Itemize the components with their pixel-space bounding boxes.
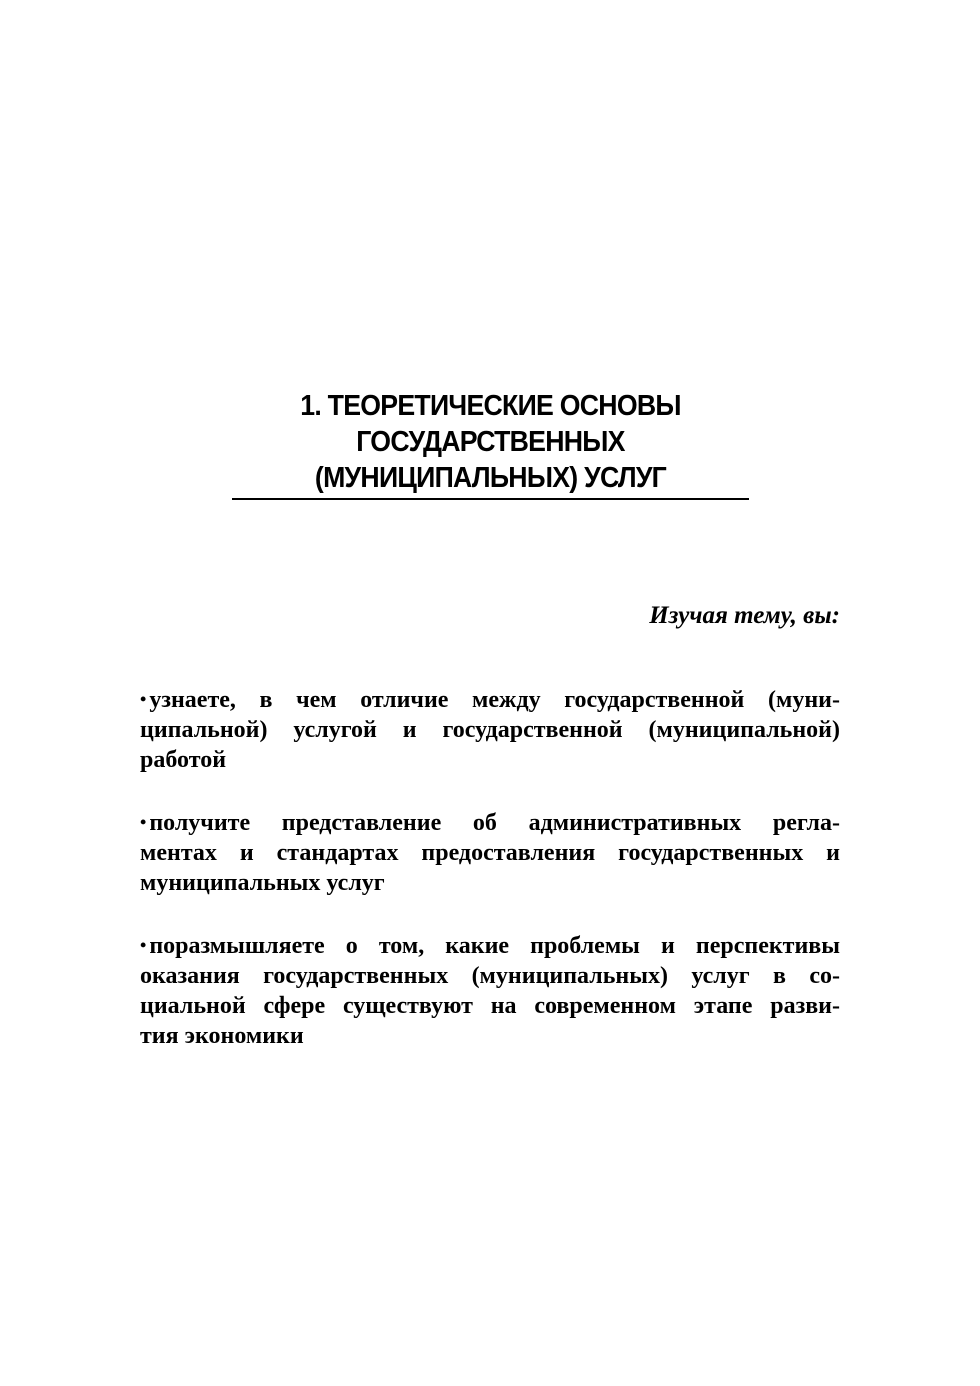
goal-item-1-text-1: узнаете, в чем отличие между государственной (муни- [149, 687, 840, 713]
goal-item-2-text-1: получите представление об административных регла- [149, 810, 840, 836]
goal-item-3-line-3: циальной сфере существуют на современном этапе разви- [140, 993, 840, 1019]
goal-item-3-line-4: тия экономики [140, 1023, 304, 1049]
goal-item-3-text-1: поразмышляете о том, какие проблемы и перспективы [149, 933, 840, 959]
goal-item-1 [140, 684, 840, 775]
goal-item-2 [140, 807, 840, 898]
chapter-title-line-1: 1. ТЕОРЕТИЧЕСКИЕ ОСНОВЫ [300, 390, 681, 422]
goal-item-3 [140, 930, 840, 1051]
bullet-icon: • [140, 812, 147, 832]
chapter-title-line-3: (МУНИЦИПАЛЬНЫХ) УСЛУГ [314, 462, 667, 494]
goal-item-1-line-1 [140, 684, 840, 715]
goal-item-1-line-2: ципальной) услугой и государственной (муниципальной) [140, 717, 840, 743]
intro-phrase: Изучая тему, вы: [649, 602, 840, 629]
goal-item-2-line-3: муниципальных услуг [140, 870, 385, 896]
bullet-icon: • [140, 689, 147, 709]
goal-item-1-line-3: работой [140, 747, 227, 773]
chapter-title-line-2: ГОСУДАРСТВЕННЫХ [356, 426, 625, 458]
goal-item-3-line-2: оказания государственных (муниципальных) услуг в со- [140, 963, 840, 989]
learning-goals-list [140, 684, 840, 1083]
title-underline-divider [232, 498, 749, 500]
chapter-title [253, 388, 729, 496]
bullet-icon: • [140, 935, 147, 955]
goal-item-2-line-2: ментах и стандартах предоставления государственных и [140, 840, 840, 866]
goal-item-3-line-1 [140, 930, 840, 961]
goal-item-2-line-1 [140, 807, 840, 838]
